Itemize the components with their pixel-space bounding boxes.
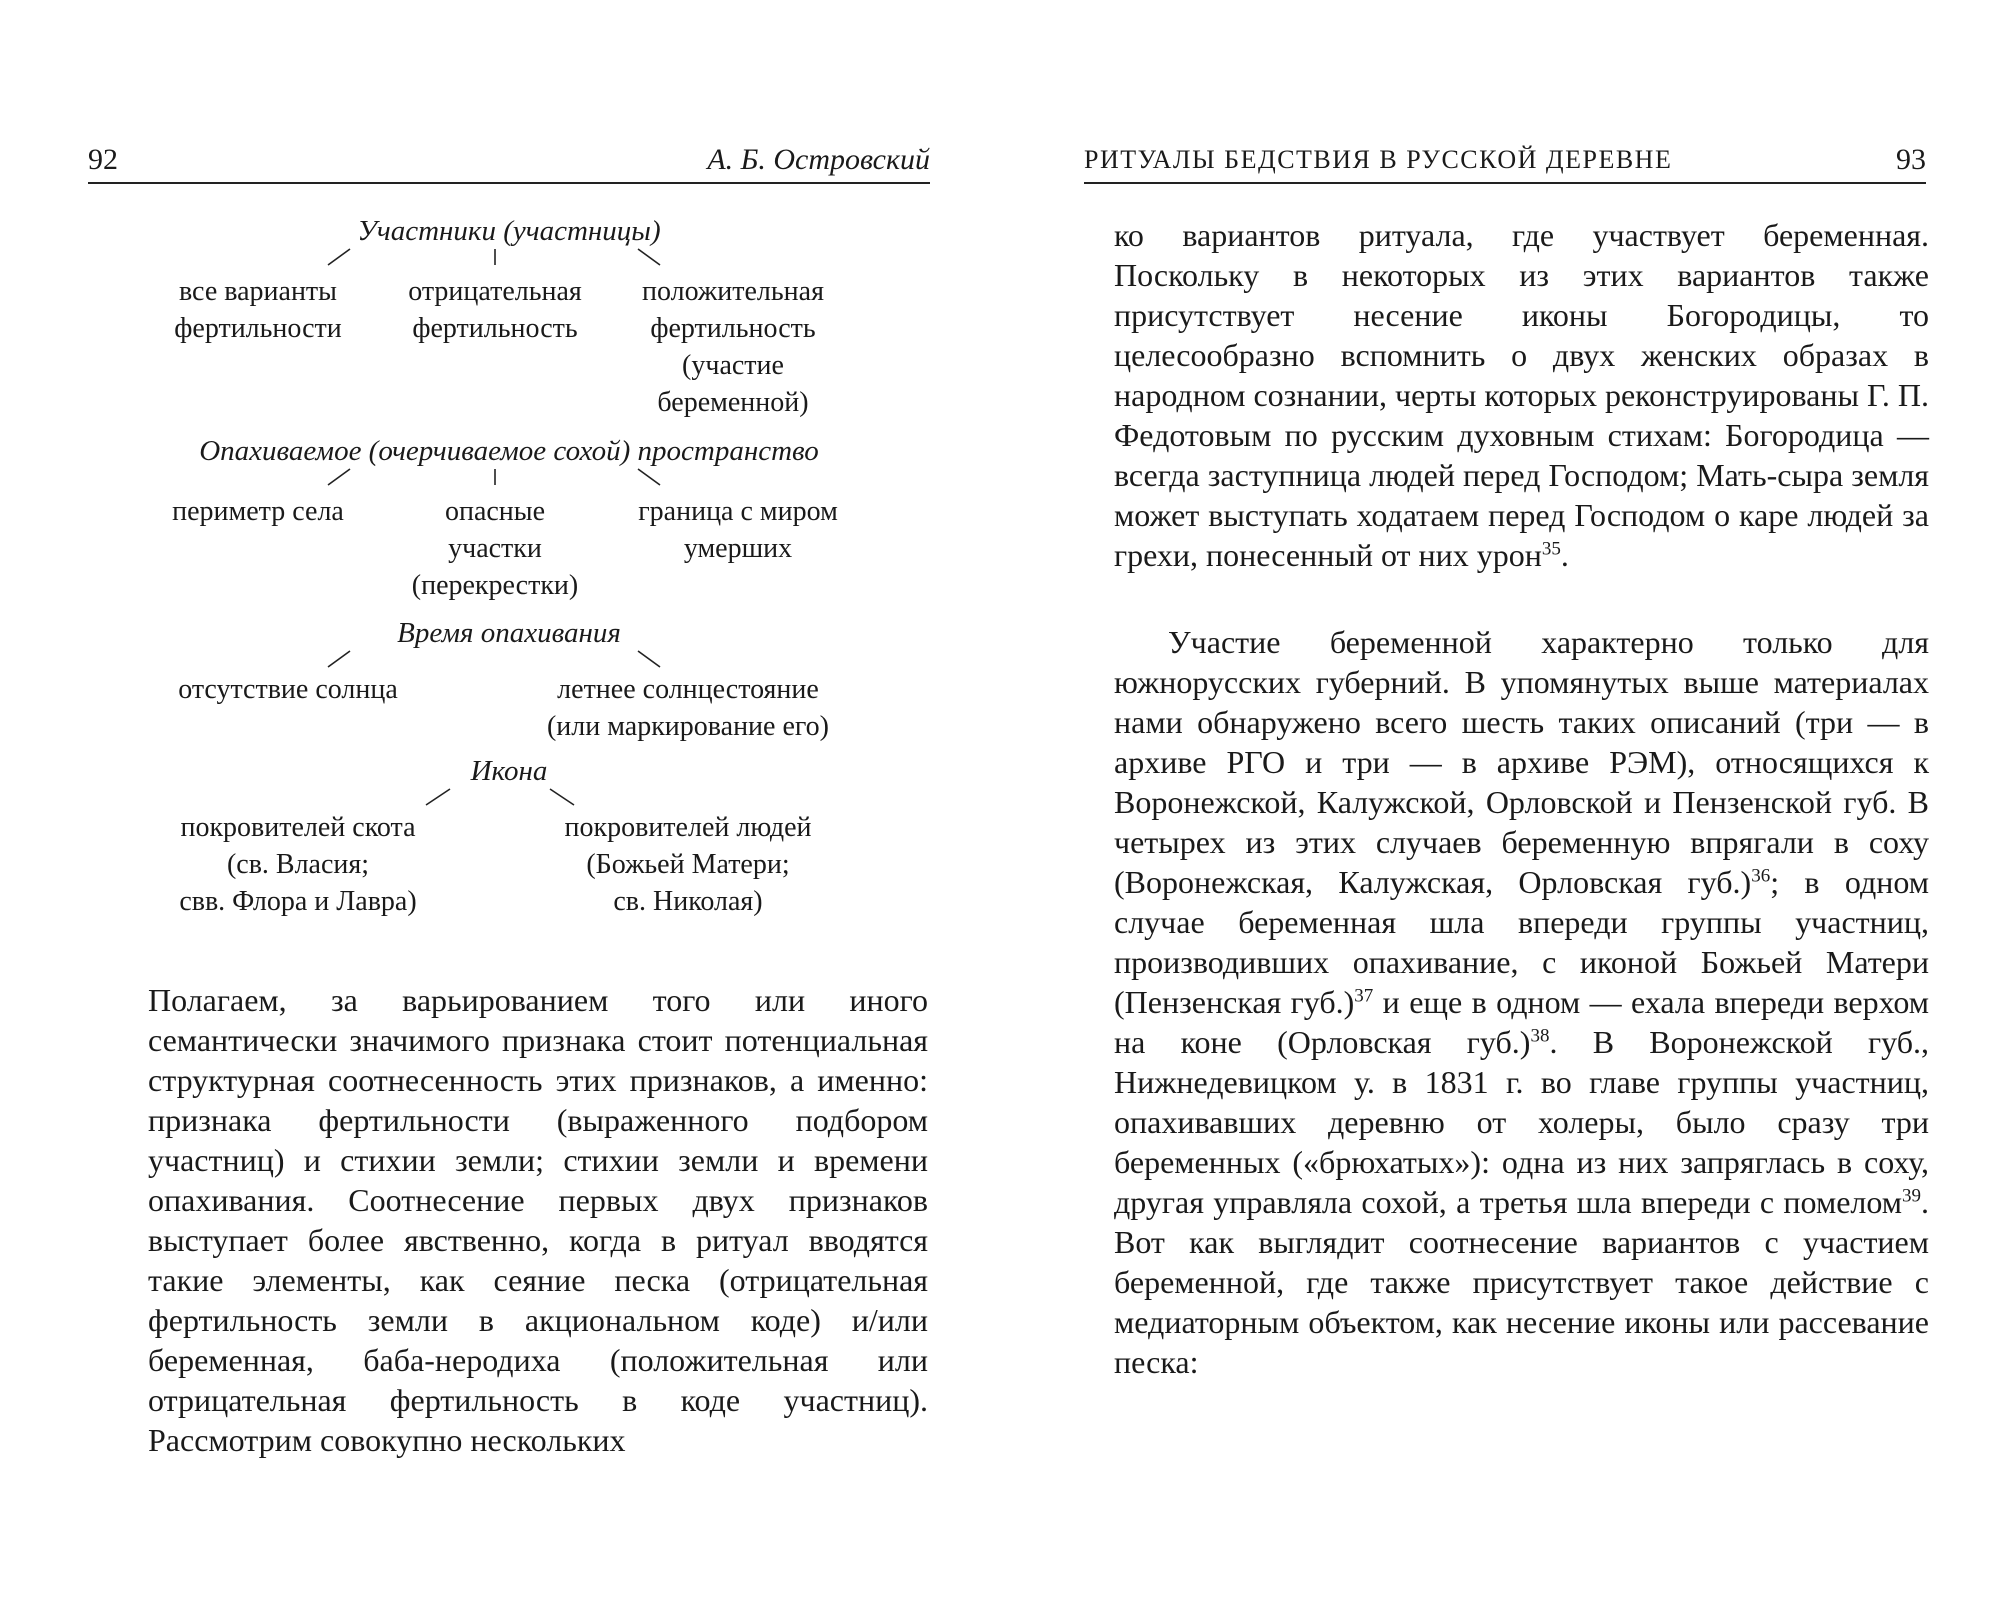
- branch-line: [638, 651, 660, 667]
- left-page-number: 92: [88, 143, 118, 176]
- right-page-number: 93: [1896, 143, 1926, 176]
- scheme-heading-time: Время опахивания: [397, 617, 621, 649]
- space-item-dangerous: опасные участки (перекрестки): [411, 496, 579, 601]
- branch-line: [328, 469, 350, 485]
- footnote-ref: 38: [1530, 1025, 1550, 1047]
- icon-item-people: покровителей людей (Божьей Матери; св. Николая): [564, 812, 812, 917]
- left-running-head: [88, 138, 930, 184]
- space-item-perimeter: периметр села: [172, 496, 344, 527]
- footnote-ref: 39: [1902, 1185, 1921, 1207]
- right-body-paragraph-2: Участие беременной характерно только для южнорусских губерний. В упомянутых выше материалах нами обнаружено всего шесть таких описаний (три — в архиве РГО и три — в архиве РЭМ), относящихся к Воронежской, Калужской, Орловской и Пензенской губ. В четырех из этих случаев беременную впрягали в соху (Воронежская, Калужская, Орловская губ.)$^{36}$; в одном случае беременная шла впереди группы участниц, производивших опахивание, с иконой Божьей Матери (Пензенская губ.)$^{37}$ и еще в одном — ехала впереди верхом на коне (Орловская губ.)$^{38}$. В Воронежской губ., Нижнедевицком у. в 1831 г. во главе группы участниц, опахивавших деревню от холеры, было сразу три беременных («брюхатых»): одна из них запряглась в соху, другая управляла сохой, а третья шла впереди с помелом$^{39}$. Вот как выглядит соотнесение вариантов с участием беременной, где также присутствует такое действие с медиаторным объектом, как несение иконы или рассевание песка:: [1114, 624, 1930, 1380]
- footnote-ref: 36: [1751, 865, 1771, 887]
- branch-line: [426, 789, 450, 805]
- left-body-paragraph: Полагаем, за варьированием того или иного семантически значимого признака стоит потенциальная структурная соотнесенность этих признаков, а именно: признака фертильности (выраженного подбором участниц) и стихии земли; стихии земли и времени опахивания. Соотнесение первых двух признаков выступает более явственно, когда в ритуал вводятся такие элементы, как сеяние песка (отрицательная фертильность земли в акциональном коде) и/или беременная, баба-неродиха (положительная или отрицательная фертильность в коде участниц). Рассмотрим совокупно нескольких: [148, 982, 928, 1458]
- right-body-paragraph-1: ко вариантов ритуала, где участвует беременная. Поскольку в некоторых из этих вариантов также присутствует несение иконы Богородицы, то целесообразно вспомнить о двух женских образах в народном сознании, черты которых реконструированы Г. П. Федотовым по русским духовным стихам: Богородица — всегда заступница людей перед Господом; Мать-сыра земля может выступать ходатаем перед Господом о каре людей за грехи, понесенный от них урон$^{35}$.: [1114, 217, 1929, 573]
- scheme-heading-space: Опахиваемое (очерчиваемое сохой) пространство: [199, 435, 819, 467]
- scheme-heading-participants: Участники (участницы): [357, 215, 661, 247]
- right-running-head: [1084, 138, 1926, 184]
- branch-line: [328, 651, 350, 667]
- time-item-no-sun: отсутствие солнца: [178, 674, 398, 705]
- branch-line: [550, 789, 574, 805]
- branch-line: [638, 249, 660, 265]
- participants-item-all: все варианты фертильности: [174, 276, 342, 344]
- book-title: РИТУАЛЫ БЕДСТВИЯ В РУССКОЙ ДЕРЕВНЕ: [1084, 145, 1673, 174]
- participants-item-positive: положительная фертильность (участие беременной): [642, 276, 824, 418]
- right-page: [1000, 0, 2000, 1623]
- branch-line: [328, 249, 350, 265]
- participants-item-negative: отрицательная фертильность: [408, 276, 582, 344]
- footnote-ref: 35: [1541, 538, 1561, 560]
- opposition-scheme: [88, 205, 930, 945]
- scheme-heading-icon: Икона: [470, 755, 548, 787]
- time-item-solstice: летнее солнцестояние (или маркирование его): [546, 674, 830, 742]
- footnote-ref: 37: [1354, 985, 1374, 1007]
- branch-line: [638, 469, 660, 485]
- author-name: А. Б. Островский: [707, 143, 930, 176]
- icon-item-cattle: покровителей скота (св. Власия; свв. Флора и Лавра): [179, 812, 417, 917]
- space-item-border: граница с миром умерших: [638, 496, 838, 564]
